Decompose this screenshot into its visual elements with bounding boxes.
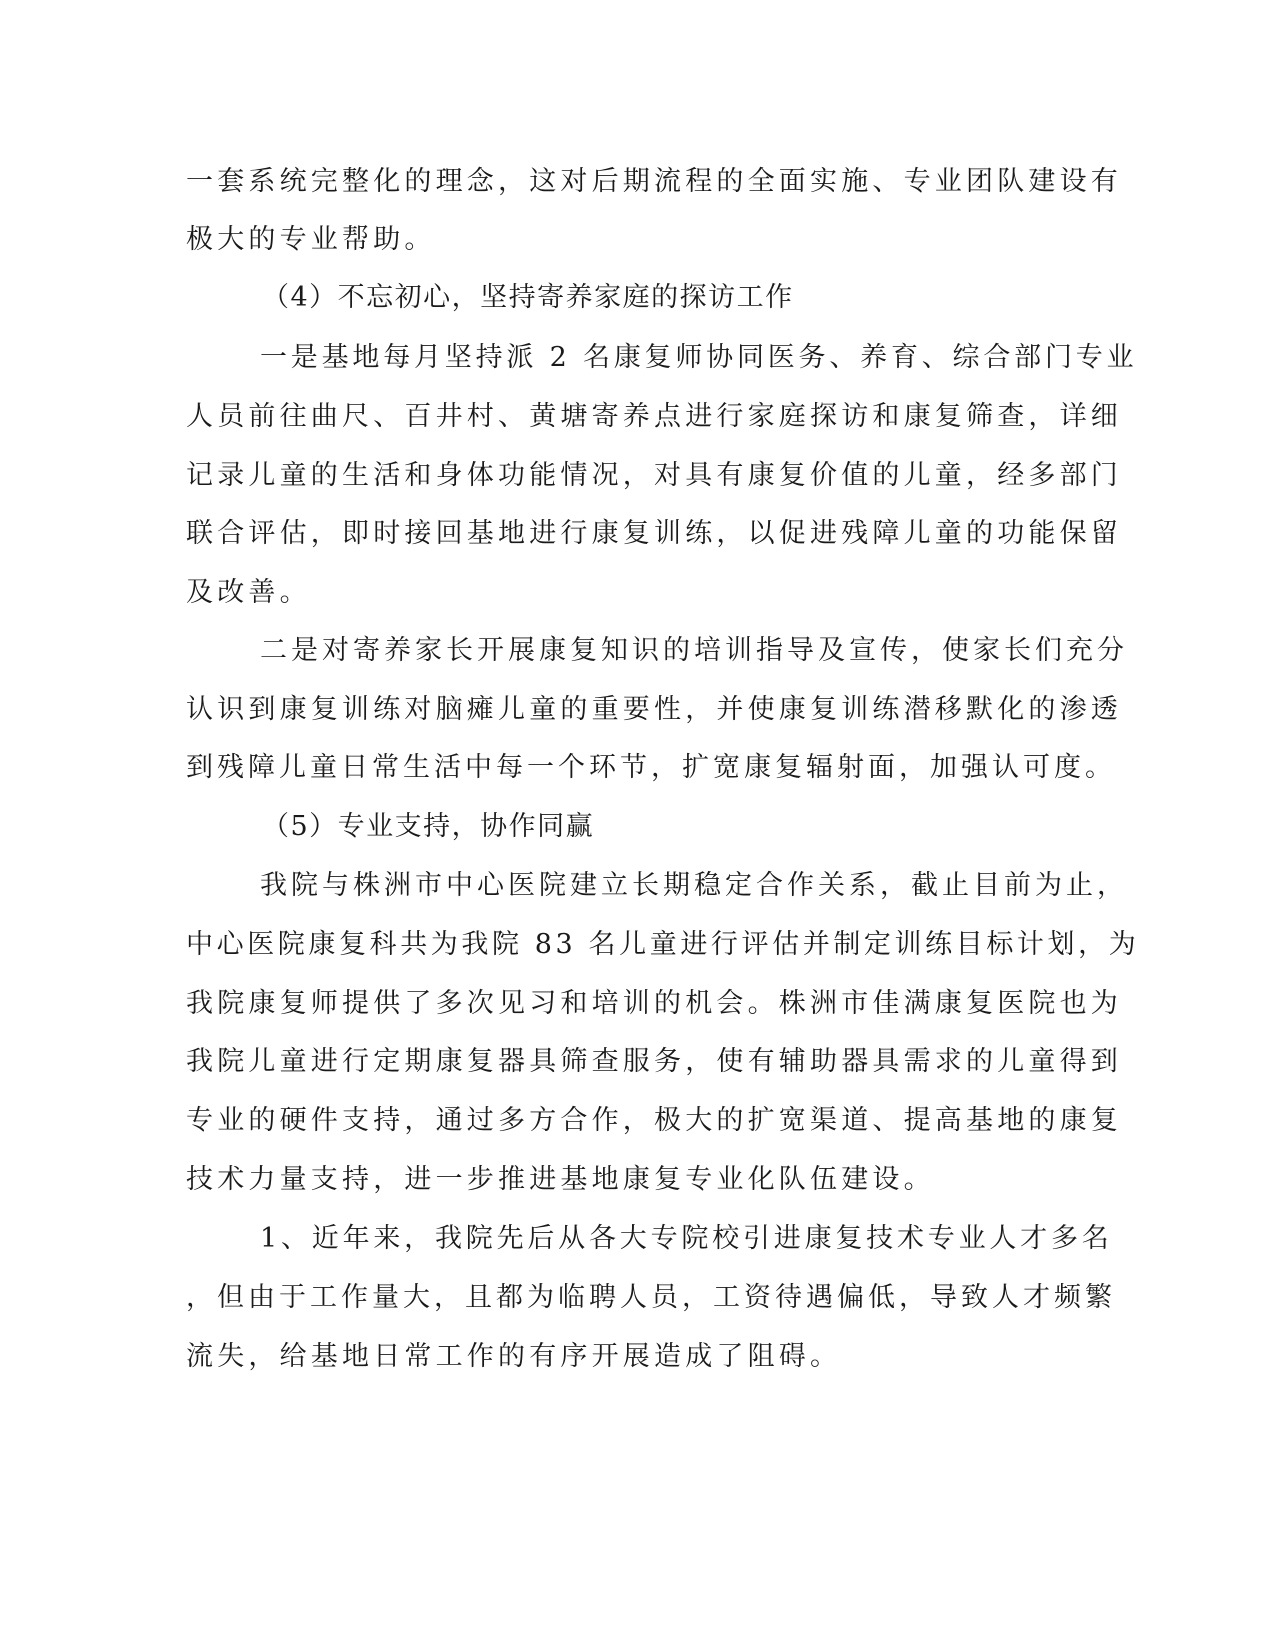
- text-line: 到残障儿童日常生活中每一个环节，扩宽康复辐射面，加强认可度。: [186, 752, 1116, 783]
- text-line: 技术力量支持，进一步推进基地康复专业化队伍建设。: [186, 1164, 935, 1195]
- text-line: 记录儿童的生活和身体功能情况，对具有康复价值的儿童，经多部门: [186, 460, 1122, 491]
- text-line: 我院儿童进行定期康复器具筛查服务，使有辅助器具需求的儿童得到: [186, 1046, 1122, 1077]
- text-line: 我院康复师提供了多次见习和培训的机会。株洲市佳满康复医院也为: [186, 988, 1122, 1019]
- section-heading: （4）不忘初心，坚持寄养家庭的探访工作: [262, 282, 794, 313]
- text-line: ，但由于工作量大，且都为临聘人员，工资待遇偏低，导致人才频繁: [186, 1282, 1116, 1313]
- text-line: 及改善。: [186, 577, 311, 608]
- text-line: 中心医院康复科共为我院 83 名儿童进行评估并制定训练目标计划，为: [186, 929, 1140, 960]
- text-line: 二是对寄养家长开展康复知识的培训指导及宣传，使家长们充分: [260, 635, 1128, 666]
- text-line: 极大的专业帮助。: [186, 224, 436, 255]
- text-line: 我院与株洲市中心医院建立长期稳定合作关系，截止目前为止，: [260, 870, 1128, 901]
- text-line: 流失，给基地日常工作的有序开展造成了阻碍。: [186, 1341, 842, 1372]
- text-line: 人员前往曲尺、百井村、黄塘寄养点进行家庭探访和康复筛查，详细: [186, 401, 1122, 432]
- text-line: 一是基地每月坚持派 2 名康复师协同医务、养育、综合部门专业: [260, 342, 1138, 373]
- text-line: 联合评估，即时接回基地进行康复训练，以促进残障儿童的功能保留: [186, 518, 1122, 549]
- text-line: 1、近年来，我院先后从各大专院校引进康复技术专业人才多名: [260, 1223, 1113, 1254]
- section-heading: （5）专业支持，协作同赢: [262, 811, 595, 842]
- text-line: 专业的硬件支持，通过多方合作，极大的扩宽渠道、提高基地的康复: [186, 1105, 1122, 1136]
- text-line: 认识到康复训练对脑瘫儿童的重要性，并使康复训练潜移默化的渗透: [186, 694, 1122, 725]
- text-line: 一套系统完整化的理念，这对后期流程的全面实施、专业团队建设有: [186, 166, 1122, 197]
